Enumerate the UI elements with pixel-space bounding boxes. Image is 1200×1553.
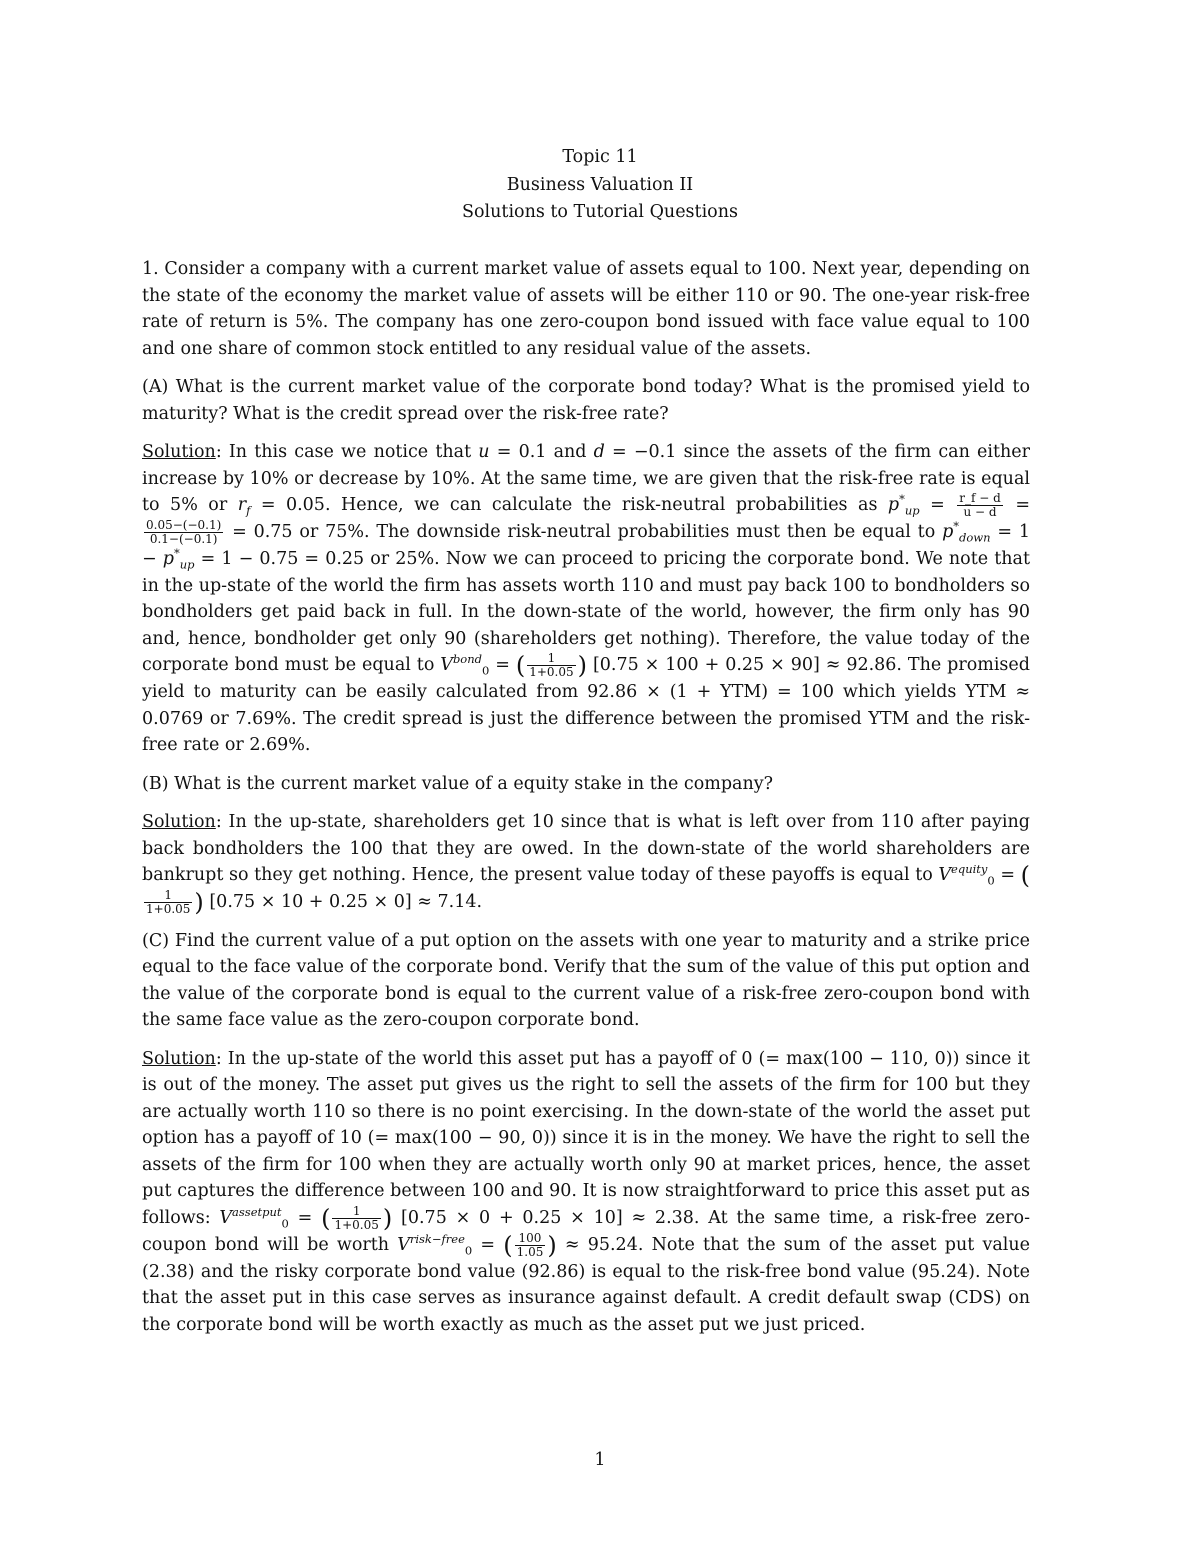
fraction-discount: $\frac{1}{1+0.05}$ — [334, 1203, 379, 1232]
fraction-probability: $\frac{0.05-(-0.1)}{0.1-(-0.1)}$ — [146, 518, 222, 546]
document-header — [0, 144, 1200, 227]
topic-number: Topic 11 — [562, 147, 638, 167]
fraction-discount: $\frac{1}{1+0.05}$ — [146, 887, 191, 916]
fraction-rf-minus-d: $\frac{r\_f - d}{u - d}$ — [959, 491, 1001, 519]
solution-label: Solution — [142, 1048, 216, 1069]
solution-1a: Solution: In this case we notice that u = 0.1 and d = −0.1 since the assets of the firm can either increase by 10% or decrease by 10%. At the same time, we are given that the risk-free rate is equal to 5% or $r_f = 0.05$. Hence, we can calculate the risk-neutral probabilities as $p^*_{up}$ = $\frac{r\_f - d}{u - d}$ = $\frac{0.05-(-0.1)}{0.1-(-0.1)}$ = 0.75 or 75%. The downside risk-neutral probabilities must then be equal to $p^*_{down} = 1 - p^*_{up} = 1 - 0.75 = 0.25$ or 25%. Now we can proceed to pricing the corporate bond. We note that in the up-state of the world the firm has assets worth 110 and must pay back 100 to bondholders so bondholders get paid back in full. In the down-state of the world, however, the firm only has 90 and, hence, bondholder get only 90 (shareholders get nothing). Therefore, the value today of the corporate bond must be equal to $V^{bond}_0$ = ( $\frac{1}{1+0.05}$ ) [0.75 × 100 + 0.25 × 90] ≈ 92.86. The promised yield to maturity can be easily calculated from 92.86 × (1 + YTM) = 100 which yields YTM ≈ 0.0769 or 7.69%. The credit spread is just the difference between the promised YTM and the risk-free rate or 2.69%. — [142, 442, 1030, 755]
document-body — [142, 256, 1030, 1350]
document-subtitle: Solutions to Tutorial Questions — [462, 202, 738, 222]
fraction-discount: $\frac{1}{1+0.05}$ — [529, 651, 574, 679]
question-1a: (A) What is the current market value of the corporate bond today? What is the promised yield to maturity? What is the credit spread over the risk-free rate? — [142, 377, 1030, 424]
solution-label: Solution — [142, 442, 216, 462]
page-number: 1 — [594, 1450, 606, 1470]
solution-label: Solution — [142, 812, 216, 832]
question-1c: (C) Find the current value of a put option on the assets with one year to maturity and a strike price equal to the face value of the corporate bond. Verify that the sum of the value of this put option and the value of the corporate bond is equal to the current value of a risk-free zero-coupon bond with the same face value as the zero-coupon corporate bond. — [142, 930, 1030, 1030]
question-1-intro: 1. Consider a company with a current market value of assets equal to 100. Next year, depending on the state of the economy the market value of assets will be either 110 or 90. The one-year risk-free rate of return is 5%. The company has one zero-coupon bond issued with face value equal to 100 and one share of common stock entitled to any residual value of the assets. — [142, 259, 1030, 359]
solution-1b: Solution: In the up-state, shareholders get 10 since that is what is left over from 110 after paying back bondholders the 100 that they are owed. In the down-state of the world shareholders are bankrupt so they get nothing. Hence, the present value today of these payoffs is equal to $V^{equity}_0$ = ( $\frac{1}{1+0.05}$ ) [0.75 × 10 + 0.25 × 0] ≈ 7.14. — [142, 812, 1030, 916]
solution-1c: Solution: In the up-state of the world this asset put has a payoff of 0 (= max(100 − 110, 0)) since it is out of the money. The asset put gives us the right to sell the assets of the firm for 100 but they are actually worth 110 so there is no point exercising. In the down-state of the world the asset put option has a payoff of 10 (= max(100 − 90, 0)) since it is in the money. We have the right to sell the assets of the firm for 100 when they are actually worth only 90 at market prices, hence, the asset put captures the difference between 100 and 90. It is now straightforward to price this asset put as follows: $V^{assetput}_0$ = ( $\frac{1}{1+0.05}$ ) [0.75 × 0 + 0.25 × 10] ≈ 2.38. At the same time, a risk-free zero-coupon bond will be worth $V^{risk-free}_0$ = ( $\frac{100}{1.05}$ ) ≈ 95.24. Note that the sum of the asset put value (2.38) and the risky corporate bond value (92.86) is equal to the risk-free bond value (95.24). Note that the asset put in this case serves as insurance against default. A credit default swap (CDS) on the corporate bond will be worth exactly as much as the asset put we just priced. — [142, 1048, 1030, 1335]
document-title: Business Valuation II — [506, 174, 694, 195]
question-1b: (B) What is the current market value of a equity stake in the company? — [142, 773, 774, 794]
fraction-riskfree: $\frac{100}{1.05}$ — [516, 1230, 544, 1259]
